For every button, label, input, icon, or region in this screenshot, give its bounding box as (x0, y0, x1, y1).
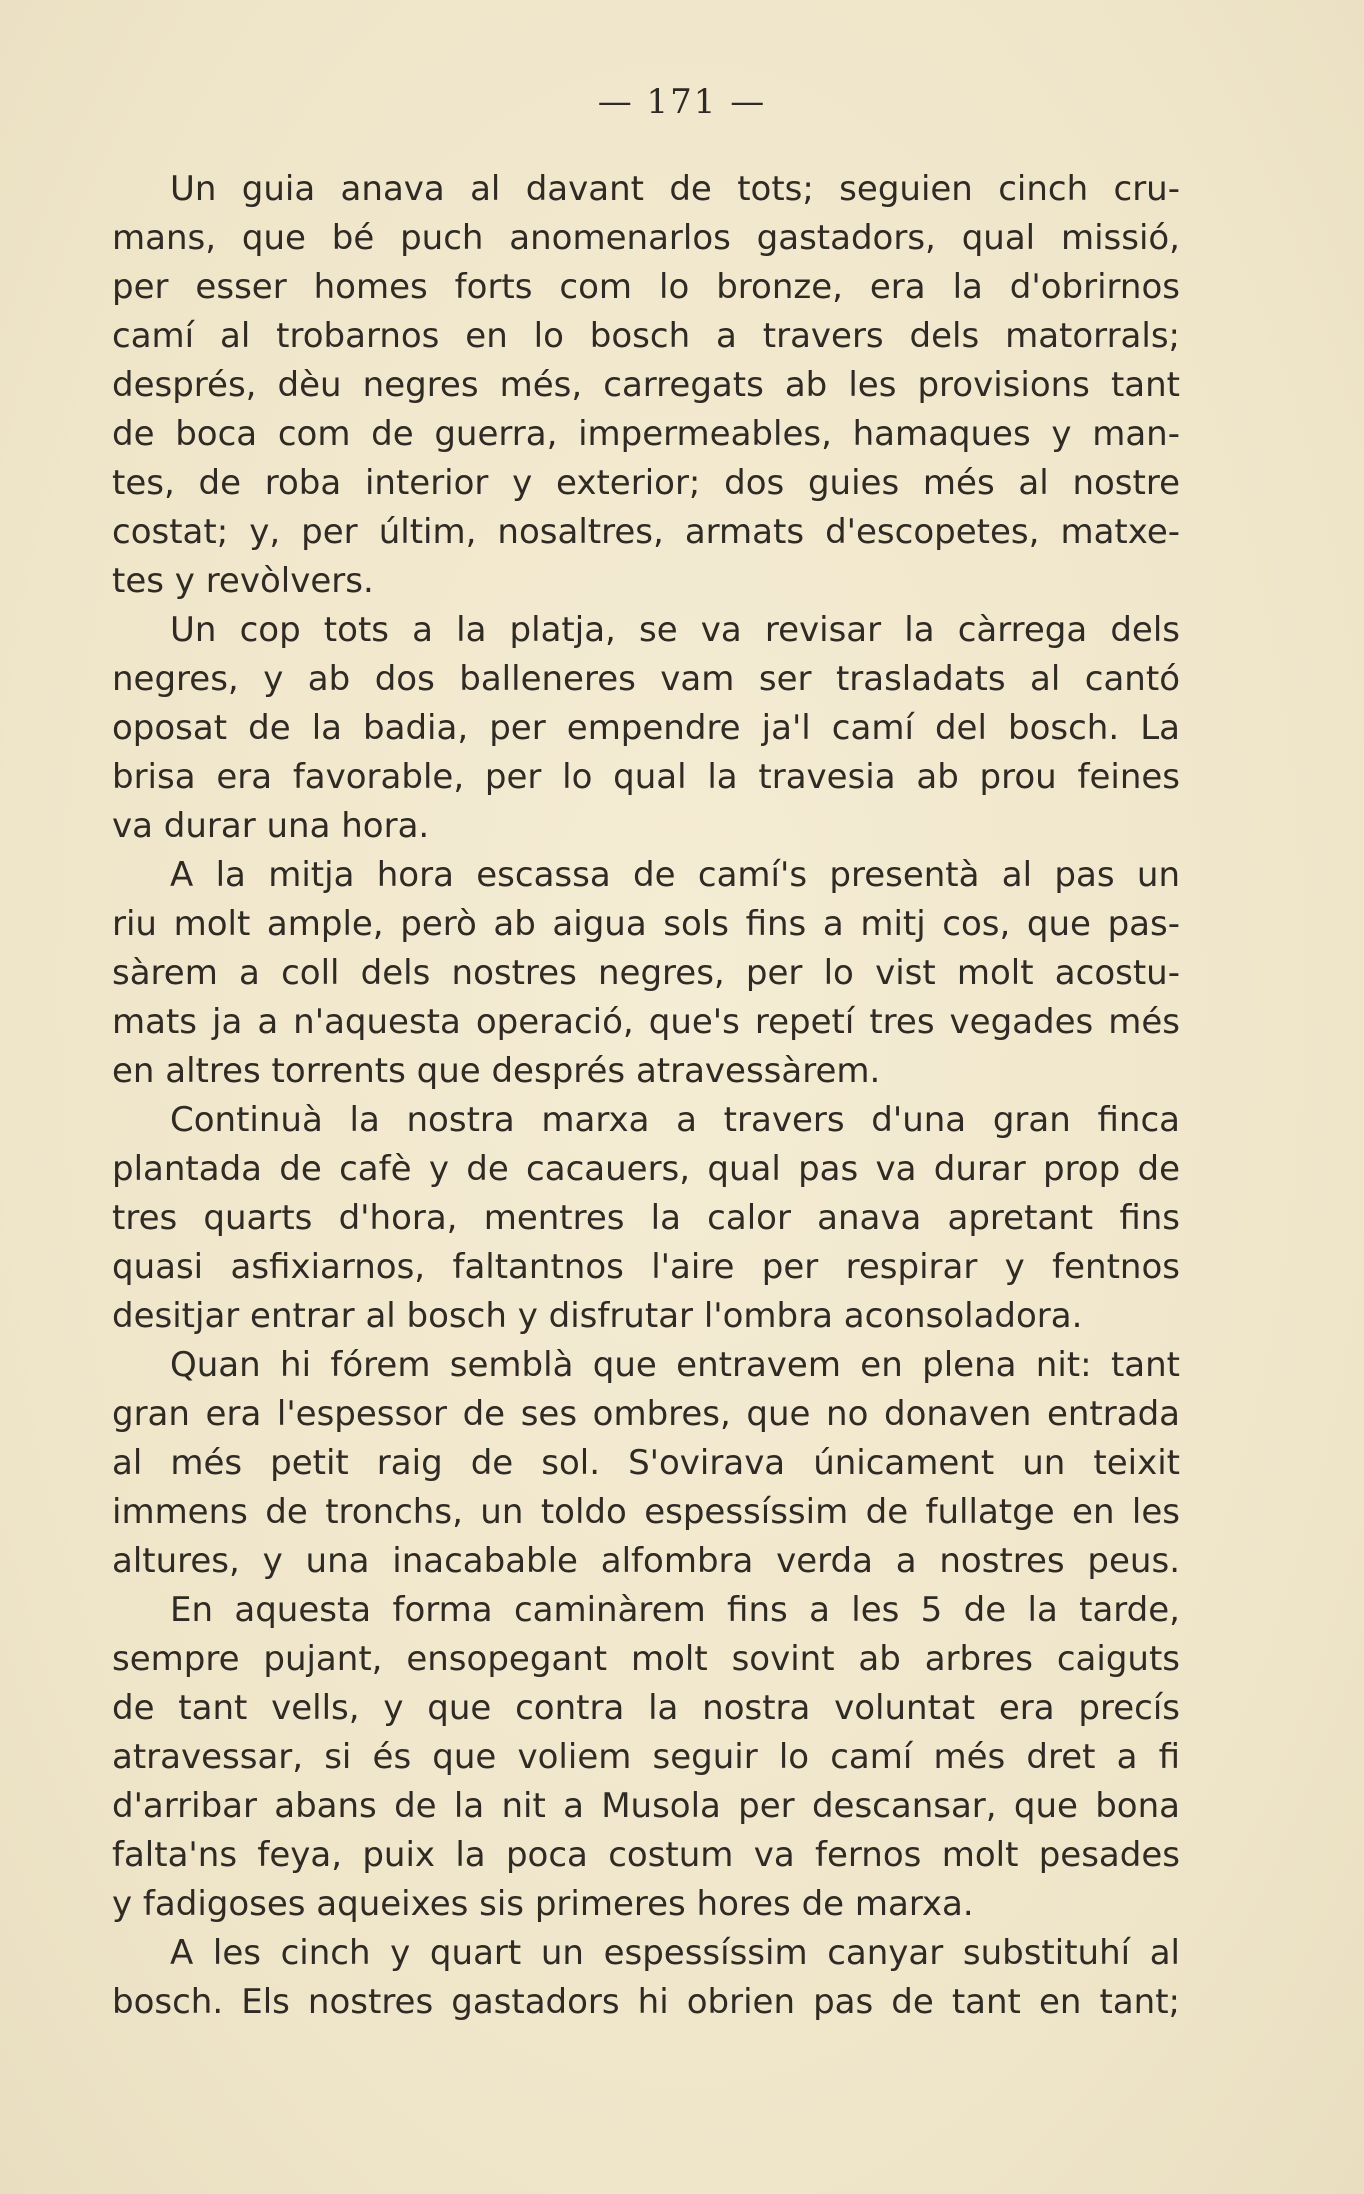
text-line: per esser homes forts com lo bronze, era la d'obrirnos (112, 267, 1180, 307)
text-line: altures, y una inacabable alfombra verda a nostres peus. (112, 1541, 1180, 1581)
text-line: tes, de roba interior y exterior; dos guies més al nostre (112, 463, 1180, 503)
text-line: desitjar entrar al bosch y disfrutar l'ombra aconsoladora. (112, 1296, 1083, 1336)
text-line: riu molt ample, però ab aigua sols fins a mitj cos, que pas- (112, 904, 1180, 944)
text-line: tres quarts d'hora, mentres la calor anava apretant fins (112, 1198, 1180, 1238)
text-line: mats ja a n'aquesta operació, que's repetí tres vegades més (112, 1002, 1180, 1042)
text-line: brisa era favorable, per lo qual la travesia ab prou feines (112, 757, 1180, 797)
text-line: quasi asfixiarnos, faltantnos l'aire per respirar y fentnos (112, 1247, 1180, 1287)
text-line: oposat de la badia, per empendre ja'l camí del bosch. La (112, 708, 1180, 748)
text-line: en altres torrents que després atravessàrem. (112, 1051, 881, 1091)
text-line: bosch. Els nostres gastadors hi obrien pas de tant en tant; (112, 1982, 1180, 2022)
body-text (112, 165, 1180, 2027)
text-line: Quan hi fórem semblà que entravem en plena nit: tant (170, 1345, 1180, 1385)
text-line: En aquesta forma caminàrem fins a les 5 de la tarde, (170, 1590, 1180, 1630)
paragraph (112, 165, 1180, 606)
text-line: al més petit raig de sol. S'ovirava únicament un teixit (112, 1443, 1180, 1483)
text-line: A les cinch y quart un espessíssim canyar substituhí al (170, 1933, 1180, 1973)
text-line: d'arribar abans de la nit a Musola per descansar, que bona (112, 1786, 1180, 1826)
paragraph (112, 851, 1180, 1096)
text-line: de boca com de guerra, impermeables, hamaques y man- (112, 414, 1180, 454)
text-line: falta'ns feya, puix la poca costum va fernos molt pesades (112, 1835, 1180, 1875)
paragraph (112, 1929, 1180, 2027)
paragraph (112, 1586, 1180, 1929)
text-line: Continuà la nostra marxa a travers d'una gran finca (170, 1100, 1180, 1140)
text-line: costat; y, per últim, nosaltres, armats d'escopetes, matxe- (112, 512, 1180, 552)
text-line: immens de tronchs, un toldo espessíssim de fullatge en les (112, 1492, 1180, 1532)
text-line: després, dèu negres més, carregats ab les provisions tant (112, 365, 1180, 405)
paragraph (112, 1096, 1180, 1341)
text-line: Un guia anava al davant de tots; seguien cinch cru- (170, 169, 1180, 209)
paragraph (112, 1341, 1180, 1586)
text-line: plantada de cafè y de cacauers, qual pas va durar prop de (112, 1149, 1180, 1189)
text-line: Un cop tots a la platja, se va revisar la càrrega dels (170, 610, 1180, 650)
text-line: camí al trobarnos en lo bosch a travers dels matorrals; (112, 316, 1180, 356)
text-line: y fadigoses aqueixes sis primeres hores de marxa. (112, 1884, 974, 1924)
text-line: va durar una hora. (112, 806, 430, 846)
text-line: sempre pujant, ensopegant molt sovint ab arbres caiguts (112, 1639, 1180, 1679)
page-number: — 171 — (597, 82, 767, 122)
text-line: mans, que bé puch anomenarlos gastadors, qual missió, (112, 218, 1180, 258)
text-line: de tant vells, y que contra la nostra voluntat era precís (112, 1688, 1180, 1728)
text-line: atravessar, si és que voliem seguir lo camí més dret a fi (112, 1737, 1180, 1777)
text-line: tes y revòlvers. (112, 561, 374, 601)
text-line: sàrem a coll dels nostres negres, per lo vist molt acostu- (112, 953, 1180, 993)
paragraph (112, 606, 1180, 851)
text-line: negres, y ab dos balleneres vam ser trasladats al cantó (112, 659, 1180, 699)
text-line: A la mitja hora escassa de camí's presentà al pas un (170, 855, 1180, 895)
text-line: gran era l'espessor de ses ombres, que no donaven entrada (112, 1394, 1180, 1434)
